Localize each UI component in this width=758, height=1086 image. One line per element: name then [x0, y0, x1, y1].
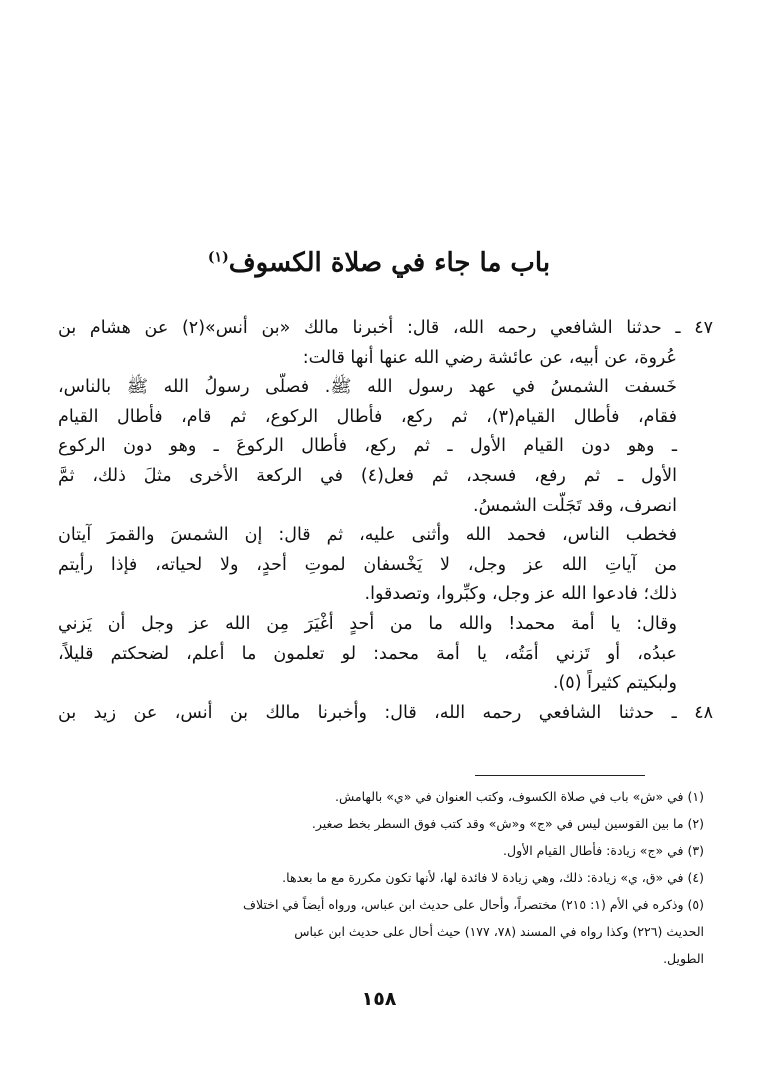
- footnote-continuation: الطويل.: [663, 951, 704, 966]
- text-line: ولبكيتم كثيراً (٥).: [552, 673, 677, 694]
- text-line: ٤٨ ـ حدثنا الشافعي رحمه الله، قال: وأخبرنا مالك بن أنس، عن زيد بن: [58, 702, 713, 723]
- page-number: ١٥٨: [361, 988, 397, 1010]
- footnote: (٥) وذكره في الأم (١: ٢١٥) مختصراً، وأحال على حديث ابن عباس، ورواه أيضاً في اختلاف: [243, 897, 704, 912]
- text-line: فقام، فأطال القيام(٣)، ثم ركع، فأطال الركوع، ثم قام، فأطال القيام: [58, 406, 678, 427]
- text-line: عبدُه، أو تَزني أمَتُه، يا أمة محمد: لو تعلمون ما أعلم، لضحكتم قليلاً،: [58, 643, 677, 664]
- chapter-title-footnote-ref: (١): [207, 249, 229, 266]
- text-line: ذلك؛ فادعوا الله عز وجل، وكبِّروا، وتصدقوا.: [364, 584, 677, 605]
- text-line: خَسفت الشمسُ في عهد رسول الله ﷺ. فصلّى رسولُ الله ﷺ بالناس،: [58, 377, 677, 398]
- footnote: (١) في «ش» باب في صلاة الكسوف، وكتب العنوان في «ي» بالهامش.: [335, 789, 704, 804]
- text-line: عُروة، عن أبيه، عن عائشة رضي الله عنها أنها قالت:: [302, 347, 677, 368]
- text-line: ٤٧ ـ حدثنا الشافعي رحمه الله، قال: أخبرنا مالك «بن أنس»(٢) عن هشام بن: [58, 318, 713, 338]
- text-line: الأول ـ ثم رفع، فسجد، ثم فعل(٤) في الركعة الأخرى مثلَ ذلك، ثمَّ: [58, 465, 678, 486]
- text-line: انصرف، وقد تَجَلَّت الشمسُ.: [473, 495, 677, 516]
- chapter-title: [0, 248, 758, 278]
- footnotes: [64, 783, 704, 972]
- chapter-title-text: باب ما جاء في صلاة الكسوف: [228, 248, 551, 278]
- text-line: من آياتِ الله عز وجل، لا يَخْسفان لموتِ أحدٍ، ولا لحياته، فإذا رأيتم: [58, 554, 677, 575]
- footnote-divider: [475, 775, 645, 776]
- text-line: ـ وهو دون القيام الأول ـ ثم ركع، فأطال الركوعَ ـ وهو دون الركوع: [58, 436, 677, 457]
- footnote: (٤) في «ق، ي» زيادة: ذلك، وهي زيادة لا فائدة لها، لأنها تكون مكررة مع ما بعدها.: [282, 870, 704, 885]
- footnote-continuation: الحديث (٢٢٦) وكذا رواه في المسند (٧٨، ١٧٧) حيث أحال على حديث ابن عباس: [294, 924, 704, 939]
- text-line: وقال: يا أمة محمد! والله ما من أحدٍ أغْيَرَ مِن الله عز وجل أن يَزني: [58, 613, 677, 634]
- footnote: (٢) ما بين القوسين ليس في «ج» و«ش» وقد كتب فوق السطر بخط صغير.: [311, 816, 704, 831]
- main-text: [58, 314, 713, 728]
- text-line: فخطب الناس، فحمد الله وأثنى عليه، ثم قال: إن الشمسَ والقمرَ آيتان: [58, 525, 677, 546]
- footnote: (٣) في «ج» زيادة: فأطال القيام الأول.: [503, 843, 704, 858]
